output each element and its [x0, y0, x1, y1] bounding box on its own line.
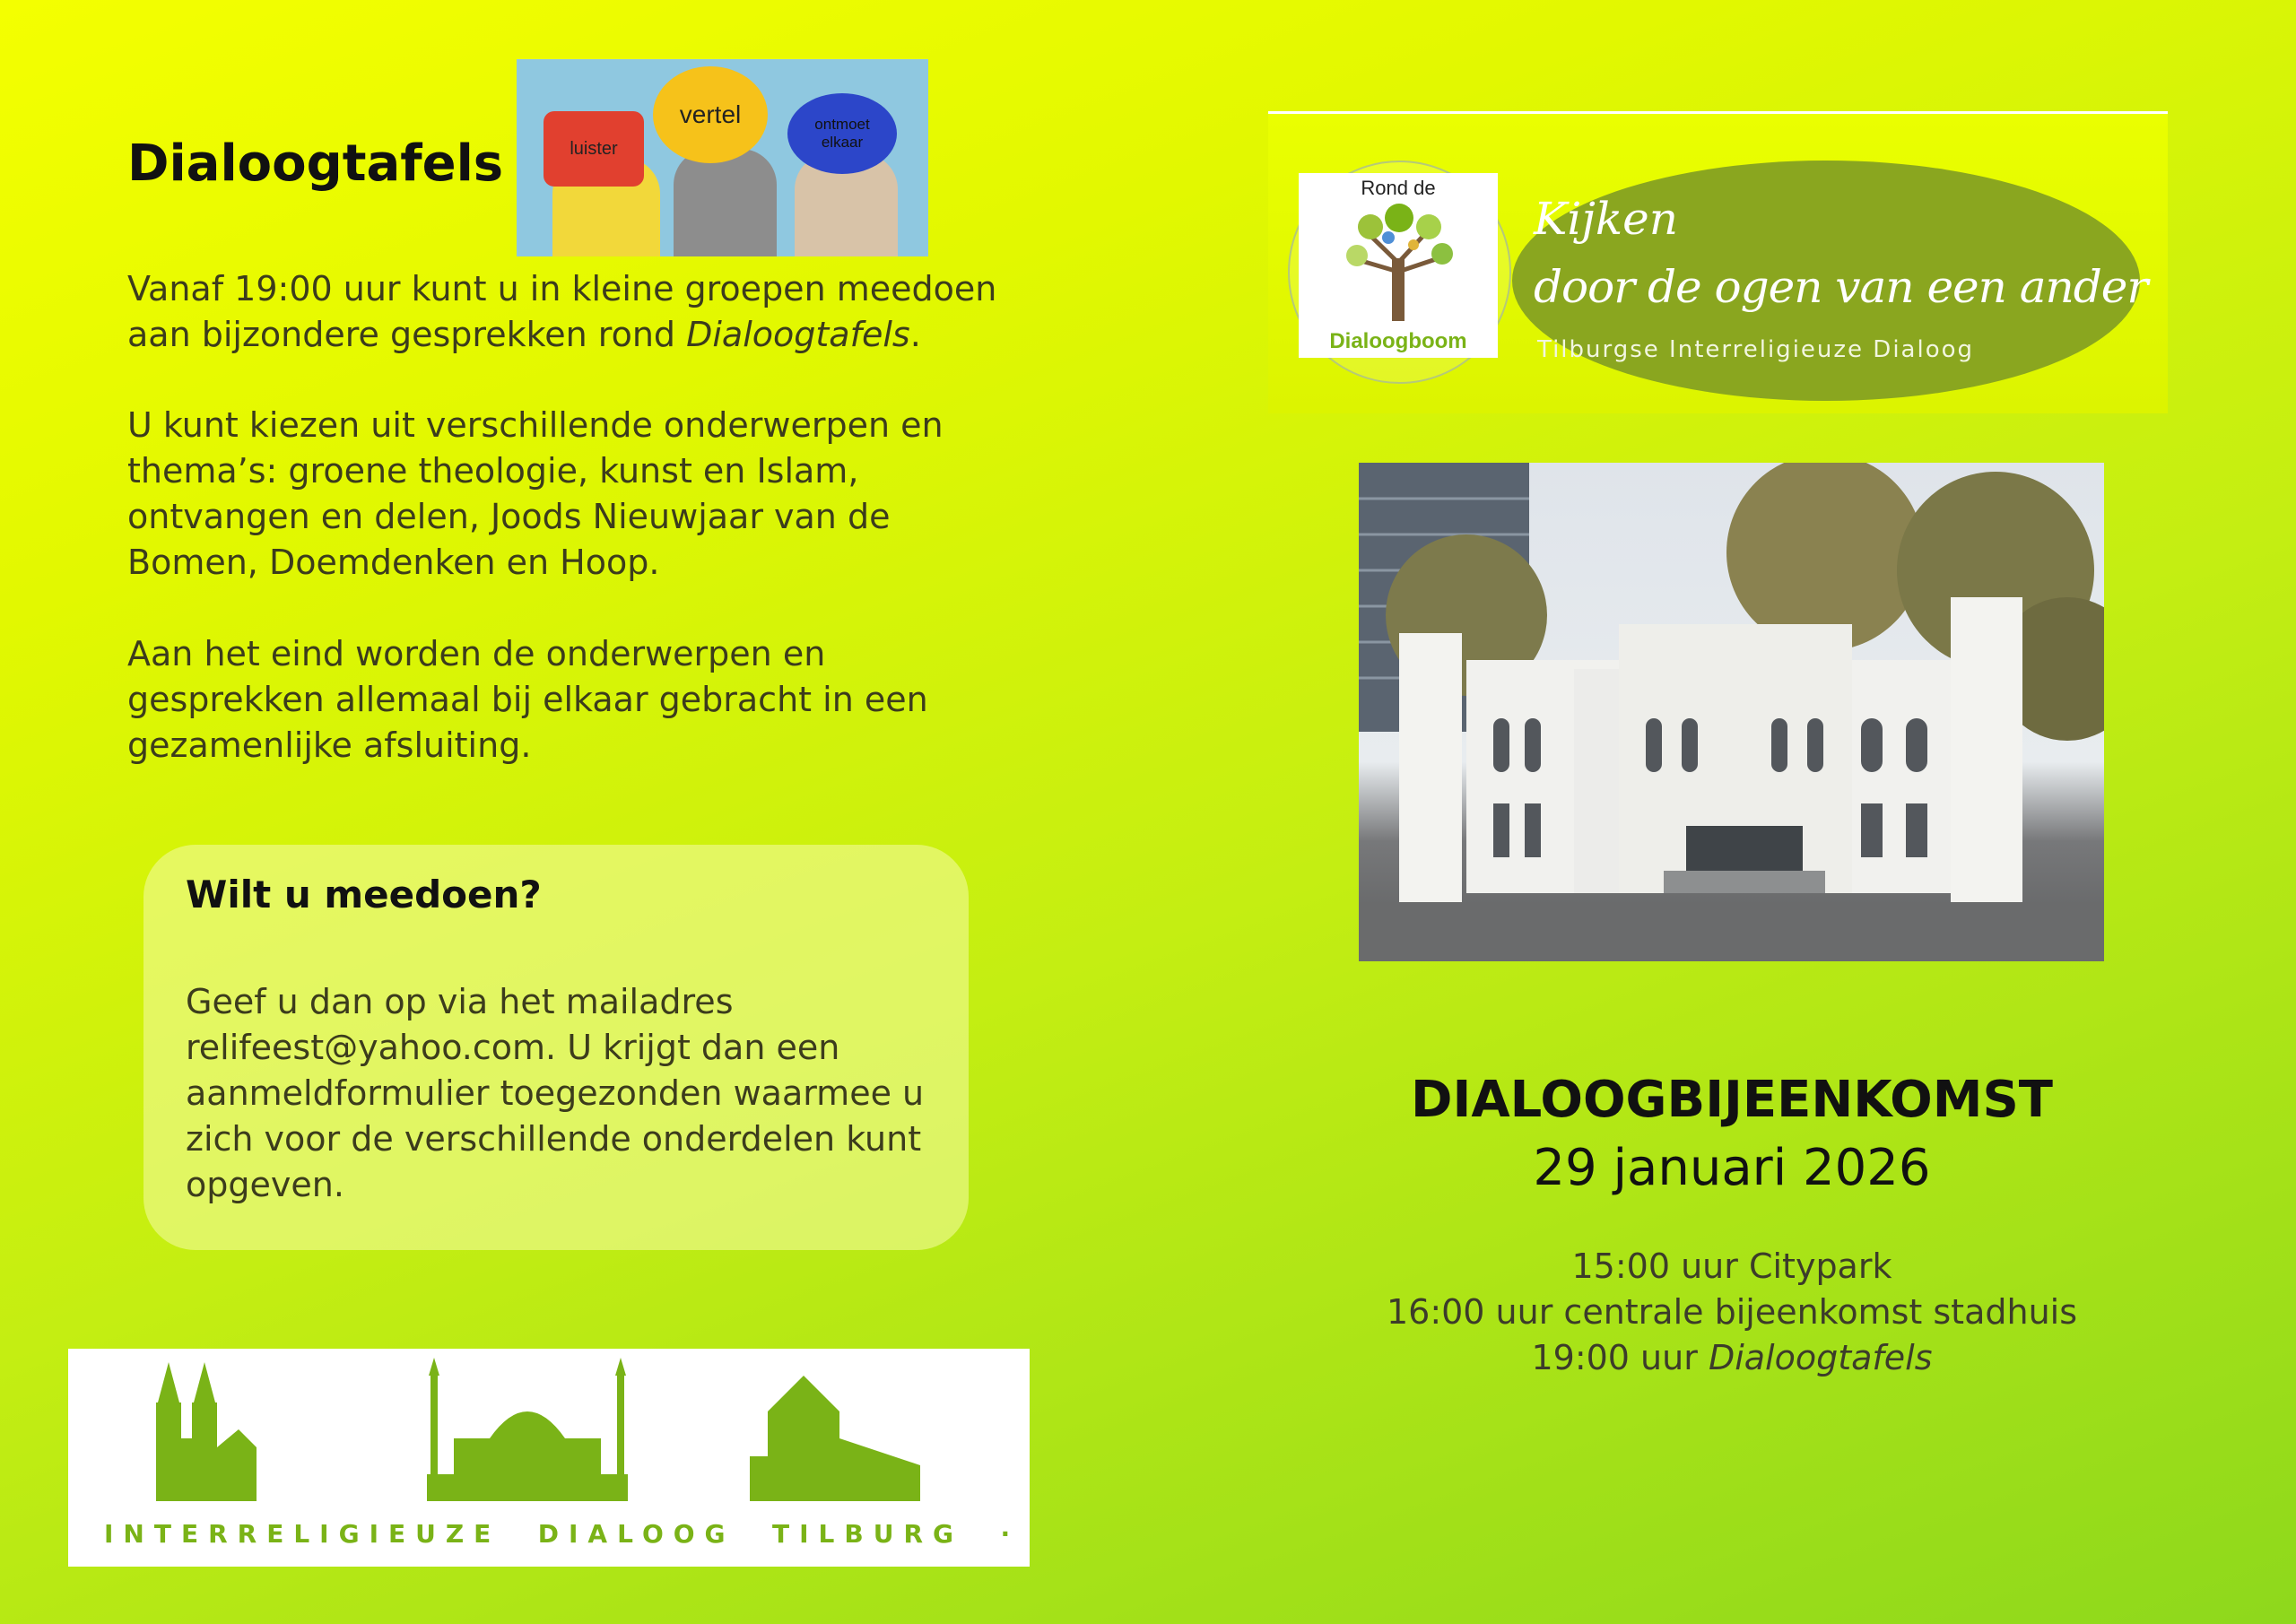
townhall-photo: [1359, 463, 2104, 961]
dialoogboom-logo: [1299, 173, 1498, 358]
footer-logo-text: INTERRELIGIEUZE DIALOOG TILBURG ·: [104, 1519, 1021, 1549]
banner-headline-1: Kijken: [1534, 193, 1678, 245]
interreligieuze-dialoog-logo: [68, 1349, 1030, 1567]
schedule-item-citypark: 15:00 uur Citypark: [1571, 1246, 1892, 1286]
dialoogboom-banner: [1268, 111, 2168, 413]
speech-bubbles-photo: [517, 59, 928, 256]
banner-headline-2: door de ogen van een ander: [1534, 261, 2148, 313]
intro-paragraph: Vanaf 19:00 uur kunt u in kleine groepen meedoen aan bijzondere gesprekken rond Dialoogtafels.: [127, 269, 997, 354]
closing-paragraph: Aan het eind worden de onderwerpen en gesprekken allemaal bij elkaar gebracht in een gezamenlijke afsluiting.: [127, 634, 928, 765]
event-title: DIALOOGBIJEENKOMST: [1411, 1071, 2053, 1129]
banner-subtitle: Tilburgse Interreligieuze Dialoog: [1537, 336, 1975, 363]
schedule-item-dialoogtafels: 19:00 uur Dialoogtafels: [1531, 1338, 1933, 1377]
schedule-item-stadhuis: 16:00 uur centrale bijeenkomst stadhuis: [1386, 1292, 2078, 1332]
speech-bubble-yellow: vertel: [653, 66, 768, 163]
page-title: Dialoogtafels: [127, 135, 504, 193]
event-date: 29 januari 2026: [1533, 1139, 1931, 1197]
logo-bottom-text: Dialoogboom: [1329, 329, 1467, 353]
townhall-illustration: [1359, 463, 2104, 961]
signup-body: Geef u dan op via het mailadres relifeest@yahoo.com. U krijgt dan een aanmeldformulier toegezonden waarmee u zich voor de verschillende onderdelen kunt opgeven.: [186, 982, 925, 1204]
person-middle: [674, 149, 777, 256]
buildings-silhouette-icon: [68, 1349, 1030, 1510]
logo-top-text: Rond de: [1361, 177, 1436, 199]
topics-paragraph: U kunt kiezen uit verschillende onderwerpen en thema’s: groene theologie, kunst en Islam, ontvangen en delen, Joods Nieuwjaar van de Bomen, Doemdenken en Hoop.: [127, 405, 944, 582]
speech-bubble-red: luister: [544, 111, 644, 187]
speech-bubble-blue: ontmoet elkaar: [787, 93, 897, 174]
signup-title: Wilt u meedoen?: [186, 873, 542, 916]
dialoogtafels-emphasis: Dialoogtafels: [686, 315, 910, 354]
